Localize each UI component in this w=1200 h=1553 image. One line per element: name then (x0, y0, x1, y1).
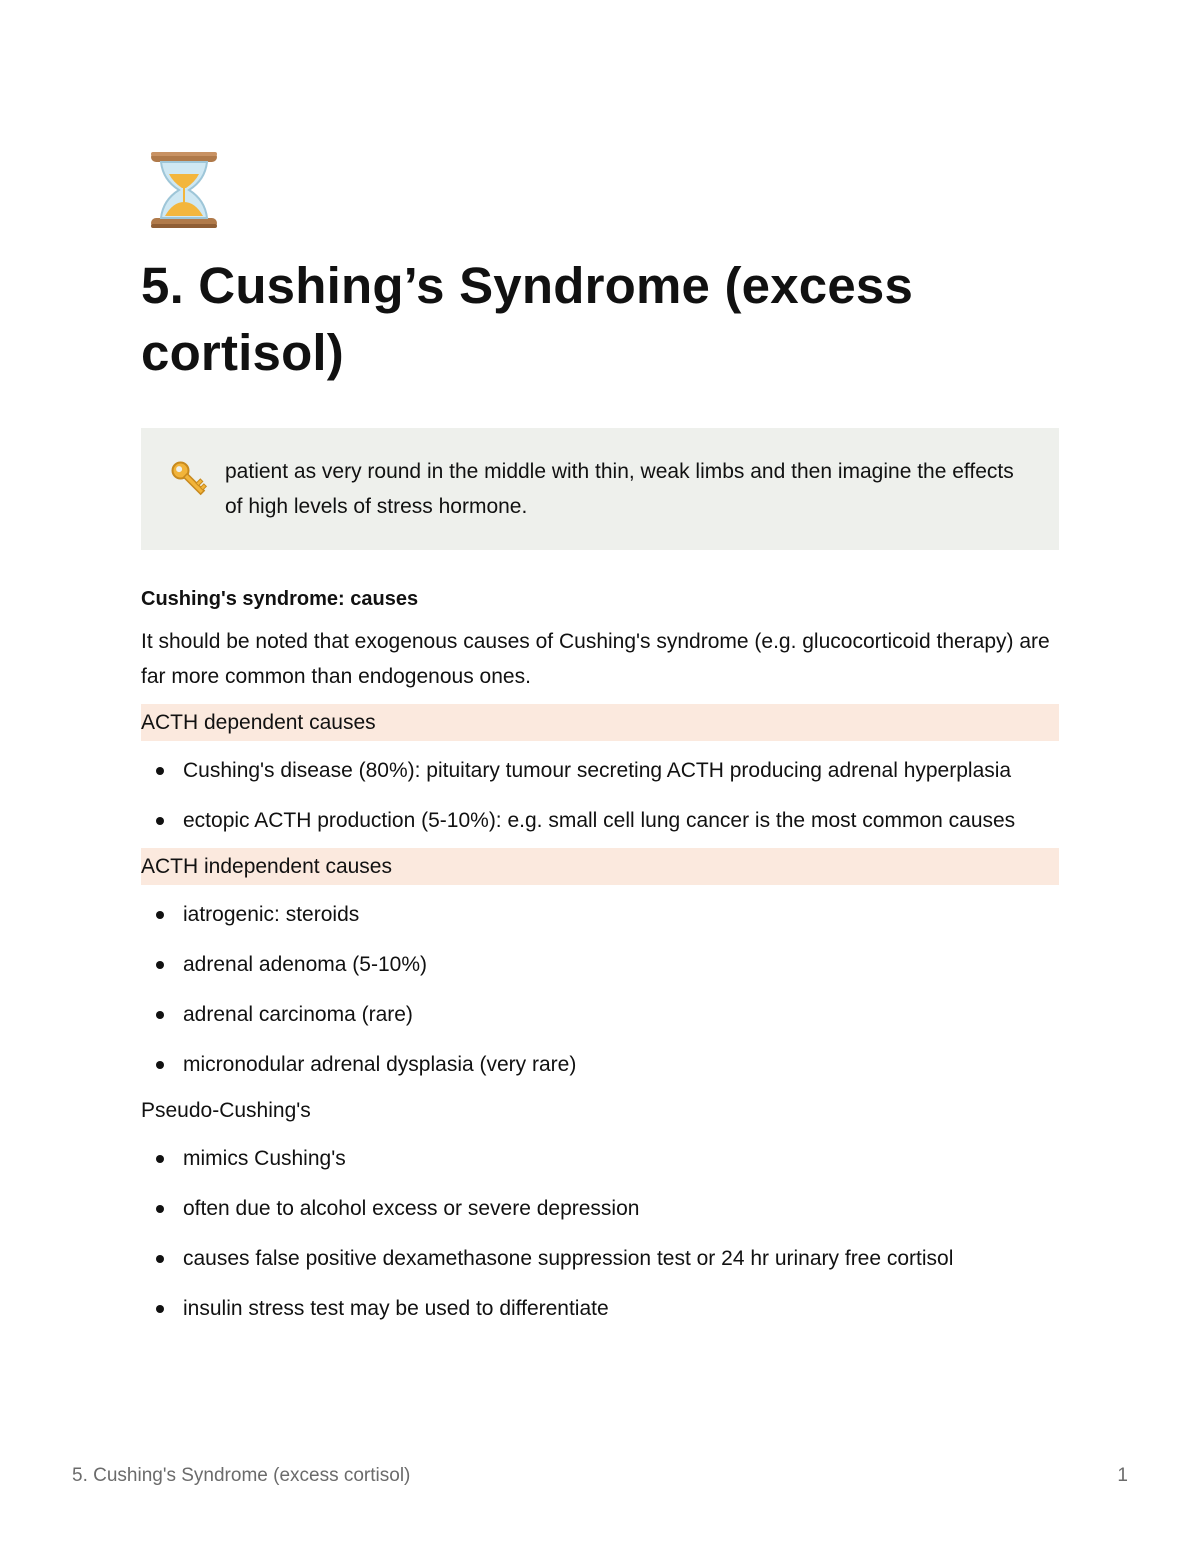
hourglass-icon (147, 150, 227, 240)
footer-title: 5. Cushing's Syndrome (excess cortisol) (72, 1465, 411, 1486)
acth-independent-heading: ACTH independent causes (141, 848, 1059, 885)
list-item: micronodular adrenal dysplasia (very rare) (141, 1047, 1059, 1082)
list-item: adrenal carcinoma (rare) (141, 997, 1059, 1032)
section-heading: Cushing's syndrome: causes (141, 588, 419, 610)
bullet-icon (156, 911, 164, 919)
list-item: often due to alcohol excess or severe depression (141, 1191, 1059, 1226)
acth-independent-list (141, 897, 1059, 1082)
callout-text: patient as very round in the middle with thin, weak limbs and then imagine the effects of high levels of stress hormone. (225, 460, 1014, 518)
key-icon (167, 457, 211, 501)
bullet-icon (156, 1305, 164, 1313)
list-item: iatrogenic: steroids (141, 897, 1059, 932)
bullet-icon (156, 767, 164, 775)
bullet-icon (156, 1205, 164, 1213)
list-item: insulin stress test may be used to differentiate (141, 1291, 1059, 1326)
bullet-icon (156, 1255, 164, 1263)
bullet-icon (156, 961, 164, 969)
acth-dependent-heading: ACTH dependent causes (141, 704, 1059, 741)
acth-dependent-list (141, 753, 1059, 838)
document-page (141, 150, 1059, 1334)
bullet-icon (156, 1061, 164, 1069)
bullet-icon (156, 1011, 164, 1019)
bullet-icon (156, 1155, 164, 1163)
pseudo-cushings-heading: Pseudo-Cushing's (141, 1099, 311, 1122)
list-item: adrenal adenoma (5-10%) (141, 947, 1059, 982)
page-title: 5. Cushing’s Syndrome (excess cortisol) (141, 257, 914, 381)
callout-box (141, 428, 1059, 550)
list-item: causes false positive dexamethasone suppression test or 24 hr urinary free cortisol (141, 1241, 1059, 1276)
intro-paragraph: It should be noted that exogenous causes of Cushing's syndrome (e.g. glucocorticoid therapy) are far more common than endogenous ones. (141, 630, 1050, 688)
pseudo-cushings-list (141, 1141, 1059, 1326)
footer-page-number: 1 (1117, 1465, 1128, 1486)
list-item: ectopic ACTH production (5-10%): e.g. small cell lung cancer is the most common causes (141, 803, 1059, 838)
bullet-icon (156, 817, 164, 825)
list-item: Cushing's disease (80%): pituitary tumour secreting ACTH producing adrenal hyperplasia (141, 753, 1059, 788)
list-item: mimics Cushing's (141, 1141, 1059, 1176)
